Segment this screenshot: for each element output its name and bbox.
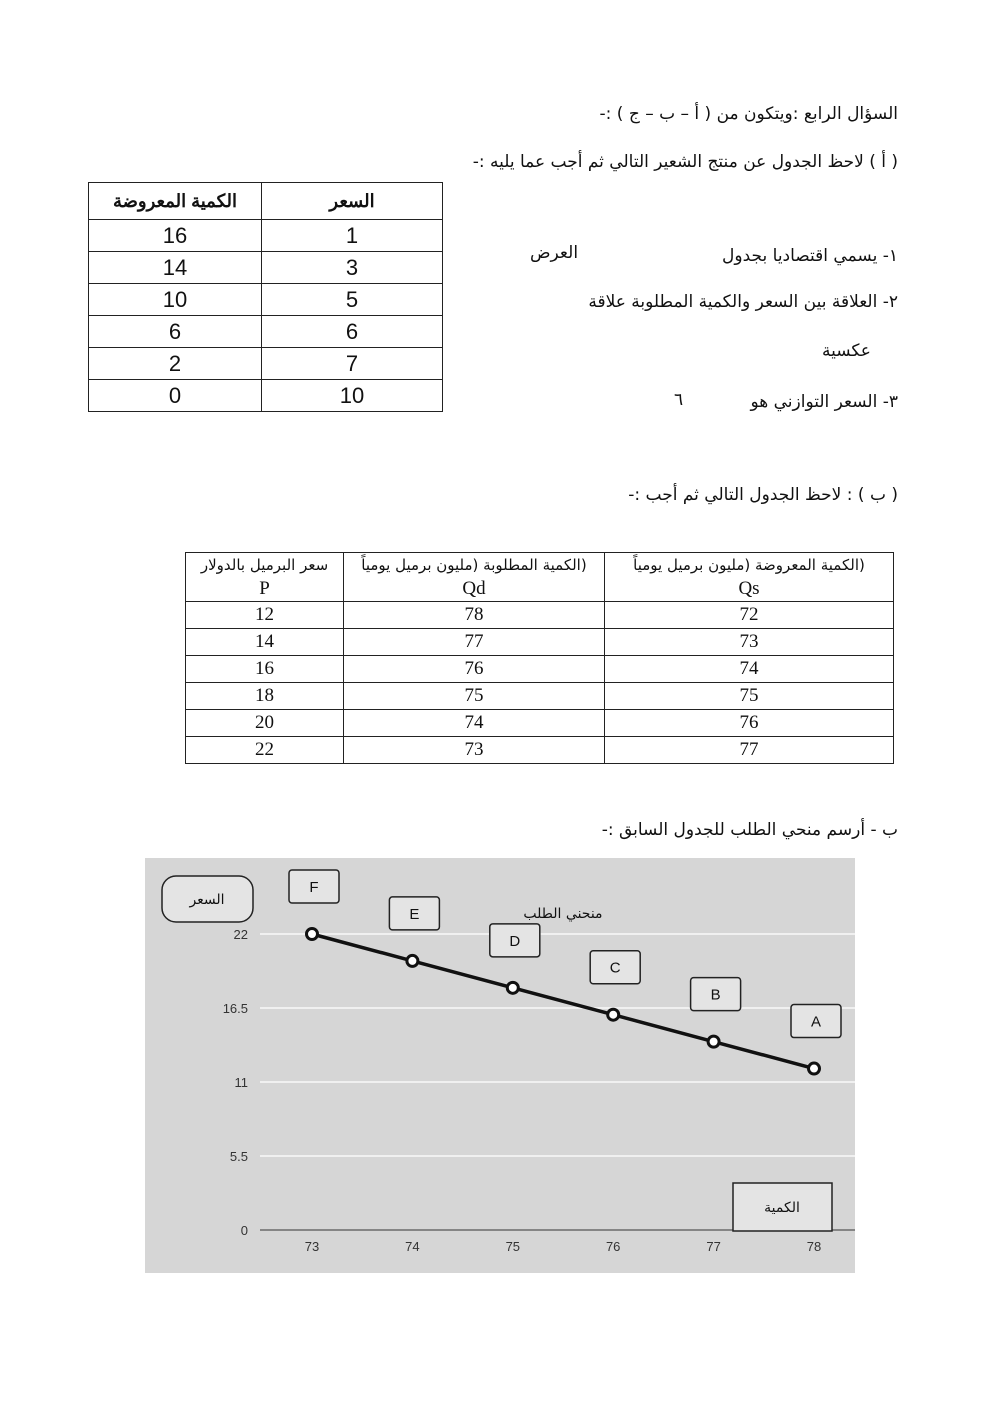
header-demand-label: (الكمية المطلوبة (مليون برميل يومياً [361,556,587,574]
table-row [89,220,443,252]
header-price-symbol: P [259,578,270,599]
point-label: E [409,905,420,923]
data-point-marker [608,1009,619,1020]
cell-price: 1 [262,220,443,252]
header-quantity-supplied [605,553,894,602]
header-price-label: سعر البرميل بالدولار [200,556,329,574]
table-row [89,252,443,284]
x-axis-label: الكمية [764,1200,800,1216]
cell-price: 20 [186,710,344,737]
data-point-marker [507,982,518,993]
cell-demand: 76 [344,656,605,683]
header-price: السعر [262,183,443,220]
table-header-row [89,183,443,220]
part-b-heading: ( ب ) : لاحظ الجدول التالي ثم أجب :- [628,485,898,505]
y-tick-label: 11 [234,1075,248,1090]
cell-quantity: 2 [89,348,262,380]
item-2-text: ٢- العلاقة بين السعر والكمية المطلوبة علاقة [588,292,898,312]
demand-curve-chart [145,858,855,1273]
cell-quantity: 0 [89,380,262,412]
oil-market-table [185,552,894,764]
header-quantity-demanded [344,553,605,602]
question-title: السؤال الرابع :ويتكون من ( أ – ب – ج ) :- [599,104,898,124]
point-label: A [810,1013,822,1031]
header-price-per-barrel [186,553,344,602]
item-1-text: ١- يسمي اقتصاديا بجدول [722,246,898,266]
header-demand-symbol: Qd [462,578,486,599]
cell-demand: 74 [344,710,605,737]
barley-supply-table [88,182,443,412]
cell-price: 10 [262,380,443,412]
data-point-marker [307,929,318,940]
cell-quantity: 16 [89,220,262,252]
point-label: B [710,986,721,1004]
x-tick-label: 73 [304,1239,320,1254]
table-row [89,284,443,316]
table-row [186,629,894,656]
header-supply-symbol: Qs [738,578,760,599]
y-tick-label: 5.5 [229,1149,248,1164]
data-point-marker [407,955,418,966]
table-row [89,316,443,348]
item-3-answer: ٦ [674,390,684,410]
cell-demand: 75 [344,683,605,710]
table-row [186,656,894,683]
x-tick-label: 78 [806,1239,822,1254]
x-tick-label: 77 [706,1239,721,1254]
cell-price: 18 [186,683,344,710]
item-1-answer: العرض [530,243,579,263]
cell-supply: 74 [605,656,894,683]
cell-quantity: 14 [89,252,262,284]
y-tick-label: 22 [233,927,248,942]
header-supply-label: (الكمية المعروضة (مليون برميل يومياً [633,556,865,574]
cell-quantity: 6 [89,316,262,348]
table-row [186,737,894,764]
x-tick-label: 74 [405,1239,420,1254]
table-header-row [186,553,894,602]
y-axis-label: السعر [189,892,225,908]
point-label: F [309,879,319,896]
cell-supply: 72 [605,602,894,629]
cell-price: 22 [186,737,344,764]
item-2-answer: عكسية [822,341,871,361]
part-c-heading: ب - أرسم منحي الطلب للجدول السابق :- [601,820,898,840]
table-row [186,683,894,710]
table-row [186,710,894,737]
cell-price: 14 [186,629,344,656]
part-a-heading: ( أ ) لاحظ الجدول عن منتج الشعير التالي ثم أجب عما يليه :- [472,152,898,172]
cell-price: 7 [262,348,443,380]
table-row [89,380,443,412]
table-row [186,602,894,629]
x-tick-label: 76 [605,1239,621,1254]
cell-price: 16 [186,656,344,683]
chart-title: منحني الطلب [523,906,603,922]
cell-demand: 77 [344,629,605,656]
cell-supply: 75 [605,683,894,710]
point-label: C [609,959,621,977]
cell-demand: 73 [344,737,605,764]
point-label: D [509,932,521,950]
y-tick-label: 16.5 [222,1001,248,1016]
table-row [89,348,443,380]
y-tick-label: 0 [240,1223,248,1238]
cell-price: 3 [262,252,443,284]
x-tick-label: 75 [505,1239,521,1254]
cell-price: 12 [186,602,344,629]
data-point-marker [708,1036,719,1047]
item-3-text: ٣- السعر التوازني هو [750,392,898,412]
cell-supply: 73 [605,629,894,656]
header-quantity-supplied: الكمية المعروضة [89,183,262,220]
cell-demand: 78 [344,602,605,629]
data-point-marker [809,1063,820,1074]
cell-price: 6 [262,316,443,348]
cell-supply: 77 [605,737,894,764]
cell-supply: 76 [605,710,894,737]
cell-price: 5 [262,284,443,316]
cell-quantity: 10 [89,284,262,316]
